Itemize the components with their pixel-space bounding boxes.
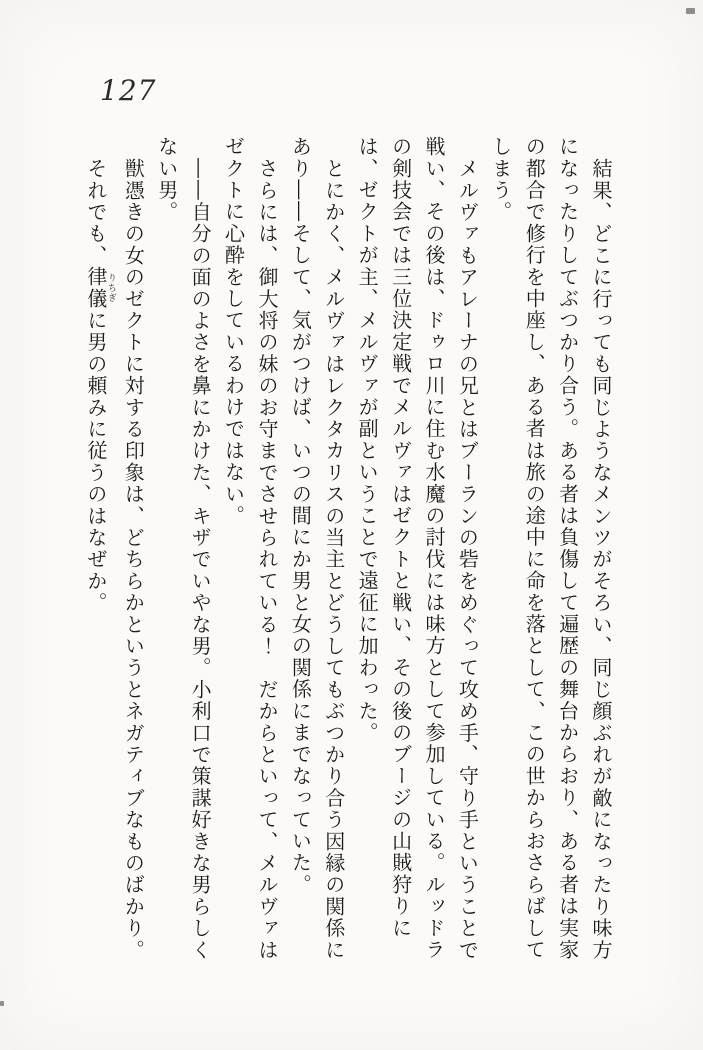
page-number: 127 [100,74,157,107]
paragraph-4: さらには、御大将の妹のお守までさせられている！ だからといって、メルヴァはゼクトに心酔をしているわけではない。 [221,136,279,961]
paragraph-1: 結果、どこに行っても同じようなメンツがそろい、同じ顔ぶれが敵になったり味方になったりしてぶつかり合う。ある者は負傷して遍歴の舞台からおり、ある者は実家の都合で修行を中座し、ある者は旅の途中に命を落として、この世からおさらばしてしまう。 [488,136,613,961]
paragraph-6: 獣憑きの女のゼクトに対する印象は、どちらかというとネガティブなものばかり。 [121,157,146,961]
paragraph-7: それでも、律儀りちぎに男の頼みに従うのはなぜか。 [83,157,116,614]
furigana-word: 律儀りちぎ [83,266,116,310]
paragraph-3: とにかく、メルヴァはレクタカリスの当主とどうしてもぶつかり合う因縁の関係にあり――そして、気がつけば、いつの間にか男と女の関係にまでなっていた。 [288,136,346,961]
paragraph-5: ――自分の面のよさを鼻にかけた、キザでいやな男。小利口で策謀好きな男らしくない男。 [154,136,213,961]
paragraph-2: メルヴァもアレーナの兄とはブーランの砦をめぐって攻め手、守り手ということで戦い、その後は、ドゥロ川に住む水魔の討伐には味方として参加している。ルッドラの剣技会では三位決定戦でメルヴァはゼクトと戦い、その後のブージの山賊狩りには、ゼクトが主、メルヴァが副ということで遠征に加わった。 [355,136,480,961]
scan-artifact [0,1001,4,1006]
body-text [79,136,618,965]
scan-artifact [686,8,695,14]
